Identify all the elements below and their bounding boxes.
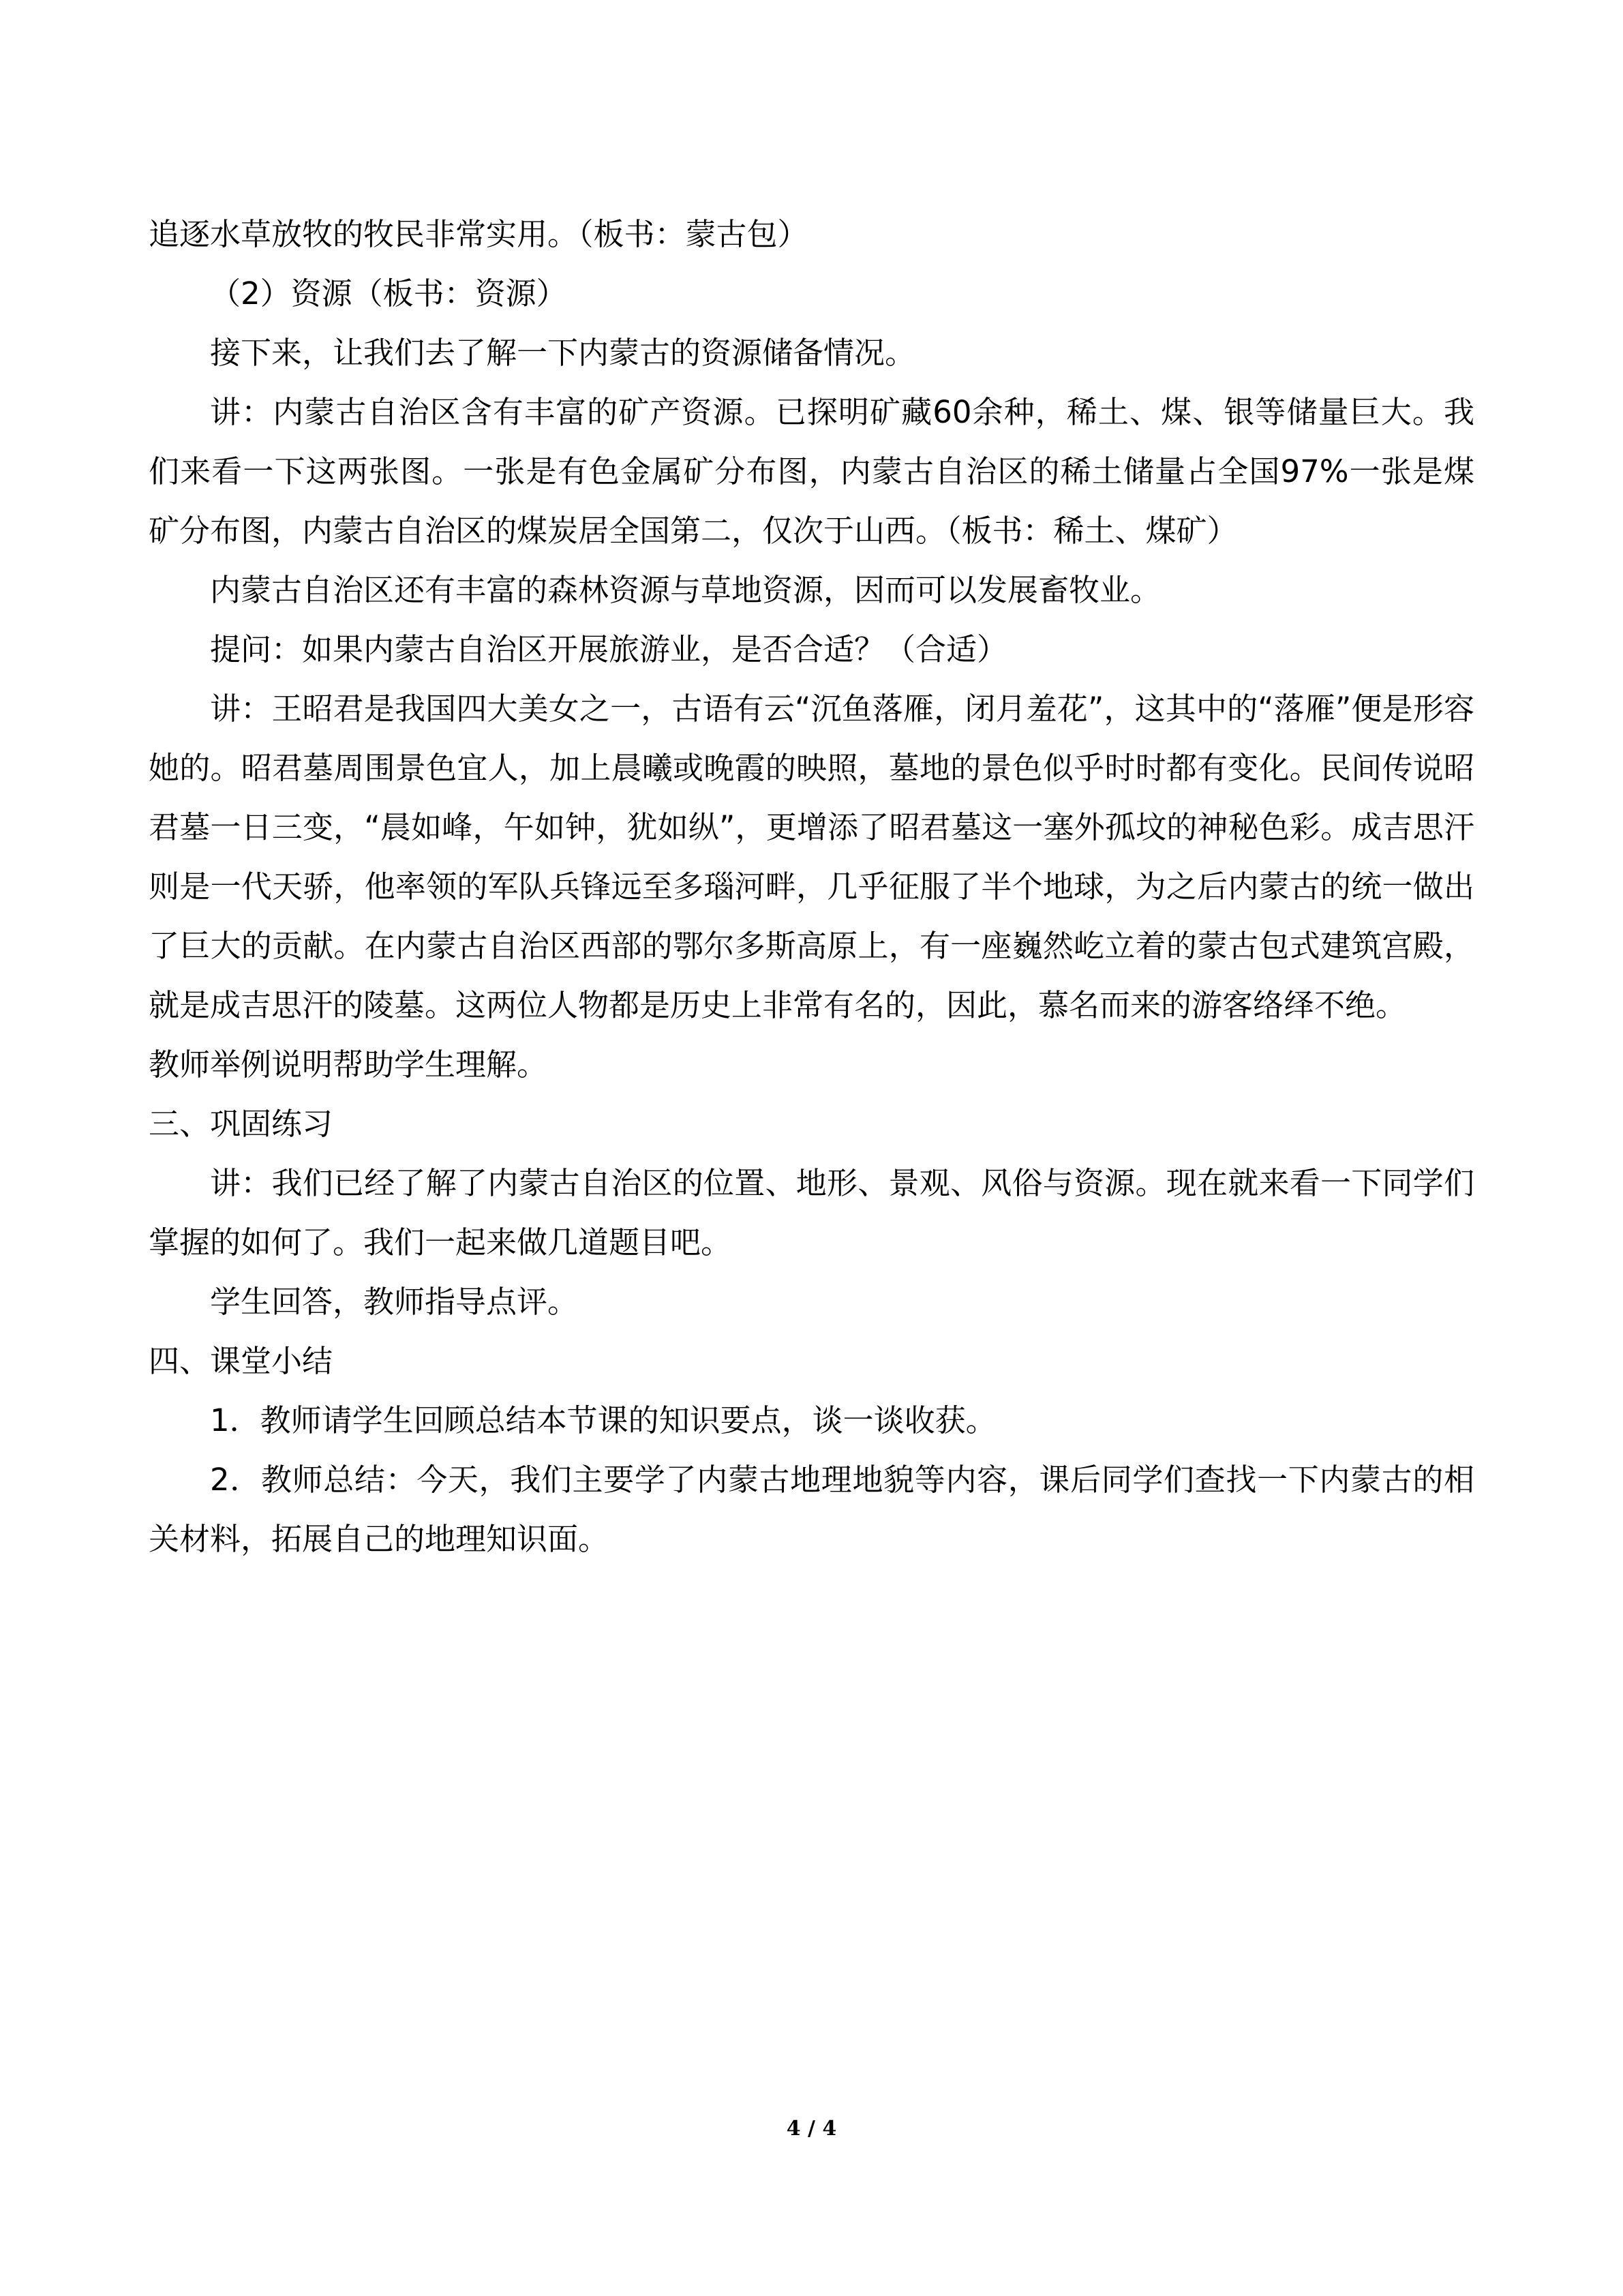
paragraph-resources-intro: 接下来，让我们去了解一下内蒙古的资源储备情况。 bbox=[210, 335, 916, 371]
section-heading-practice: 三、巩固练习 bbox=[149, 1106, 333, 1142]
document-body bbox=[149, 205, 1474, 1569]
paragraph-teacher-example: 教师举例说明帮助学生理解。 bbox=[149, 1046, 548, 1083]
section-heading-resources: （2）资源（板书：资源） bbox=[210, 275, 567, 312]
paragraph-mongolian-yurt-end: 追逐水草放牧的牧民非常实用。（板书：蒙古包） bbox=[149, 216, 808, 252]
section-heading-summary: 四、课堂小结 bbox=[149, 1343, 333, 1379]
paragraph-historical-figures: 讲：王昭君是我国四大美女之一，古语有云“沉鱼落雁，闭月羞花”，这其中的“落雁”便是形容她的。昭君墓周围景色宜人，加上晨曦或晚霞的映照，墓地的景色似乎时时都有变化。民间传说昭君墓一日三变，“晨如峰，午如钟，犹如纵”，更增添了昭君墓这一塞外孤坟的神秘色彩。成吉思汗则是一代天骄，他率领的军队兵锋远至多瑙河畔，几乎征服了半个地球，为之后内蒙古的统一做出了巨大的贡献。在内蒙古自治区西部的鄂尔多斯高原上，有一座巍然屹立着的蒙古包式建筑宫殿，就是成吉思汗的陵墓。这两位人物都是历史上非常有名的，因此，慕名而来的游客络绎不绝。 bbox=[149, 691, 1474, 1023]
paragraph-student-answer: 学生回答，教师指导点评。 bbox=[210, 1284, 579, 1320]
paragraph-summary-item-2: 2．教师总结：今天，我们主要学了内蒙古地理地貌等内容，课后同学们查找一下内蒙古的相关材料，拓展自己的地理知识面。 bbox=[149, 1462, 1474, 1557]
page-number: 4 / 4 bbox=[786, 2117, 837, 2141]
paragraph-mineral-resources: 讲：内蒙古自治区含有丰富的矿产资源。已探明矿藏60余种，稀土、煤、银等储量巨大。我们来看一下这两张图。一张是有色金属矿分布图，内蒙古自治区的稀土储量占全国97%一张是煤矿分布图，内蒙古自治区的煤炭居全国第二，仅次于山西。（板书：稀土、煤矿） bbox=[149, 394, 1474, 549]
paragraph-practice-intro: 讲：我们已经了解了内蒙古自治区的位置、地形、景观、风俗与资源。现在就来看一下同学们掌握的如何了。我们一起来做几道题目吧。 bbox=[149, 1165, 1474, 1260]
paragraph-tourism-question: 提问：如果内蒙古自治区开展旅游业，是否合适？（合适） bbox=[210, 631, 1008, 667]
paragraph-summary-item-1: 1．教师请学生回顾总结本节课的知识要点，谈一谈收获。 bbox=[210, 1402, 997, 1438]
paragraph-forest-grassland: 内蒙古自治区还有丰富的森林资源与草地资源，因而可以发展畜牧业。 bbox=[210, 572, 1162, 608]
